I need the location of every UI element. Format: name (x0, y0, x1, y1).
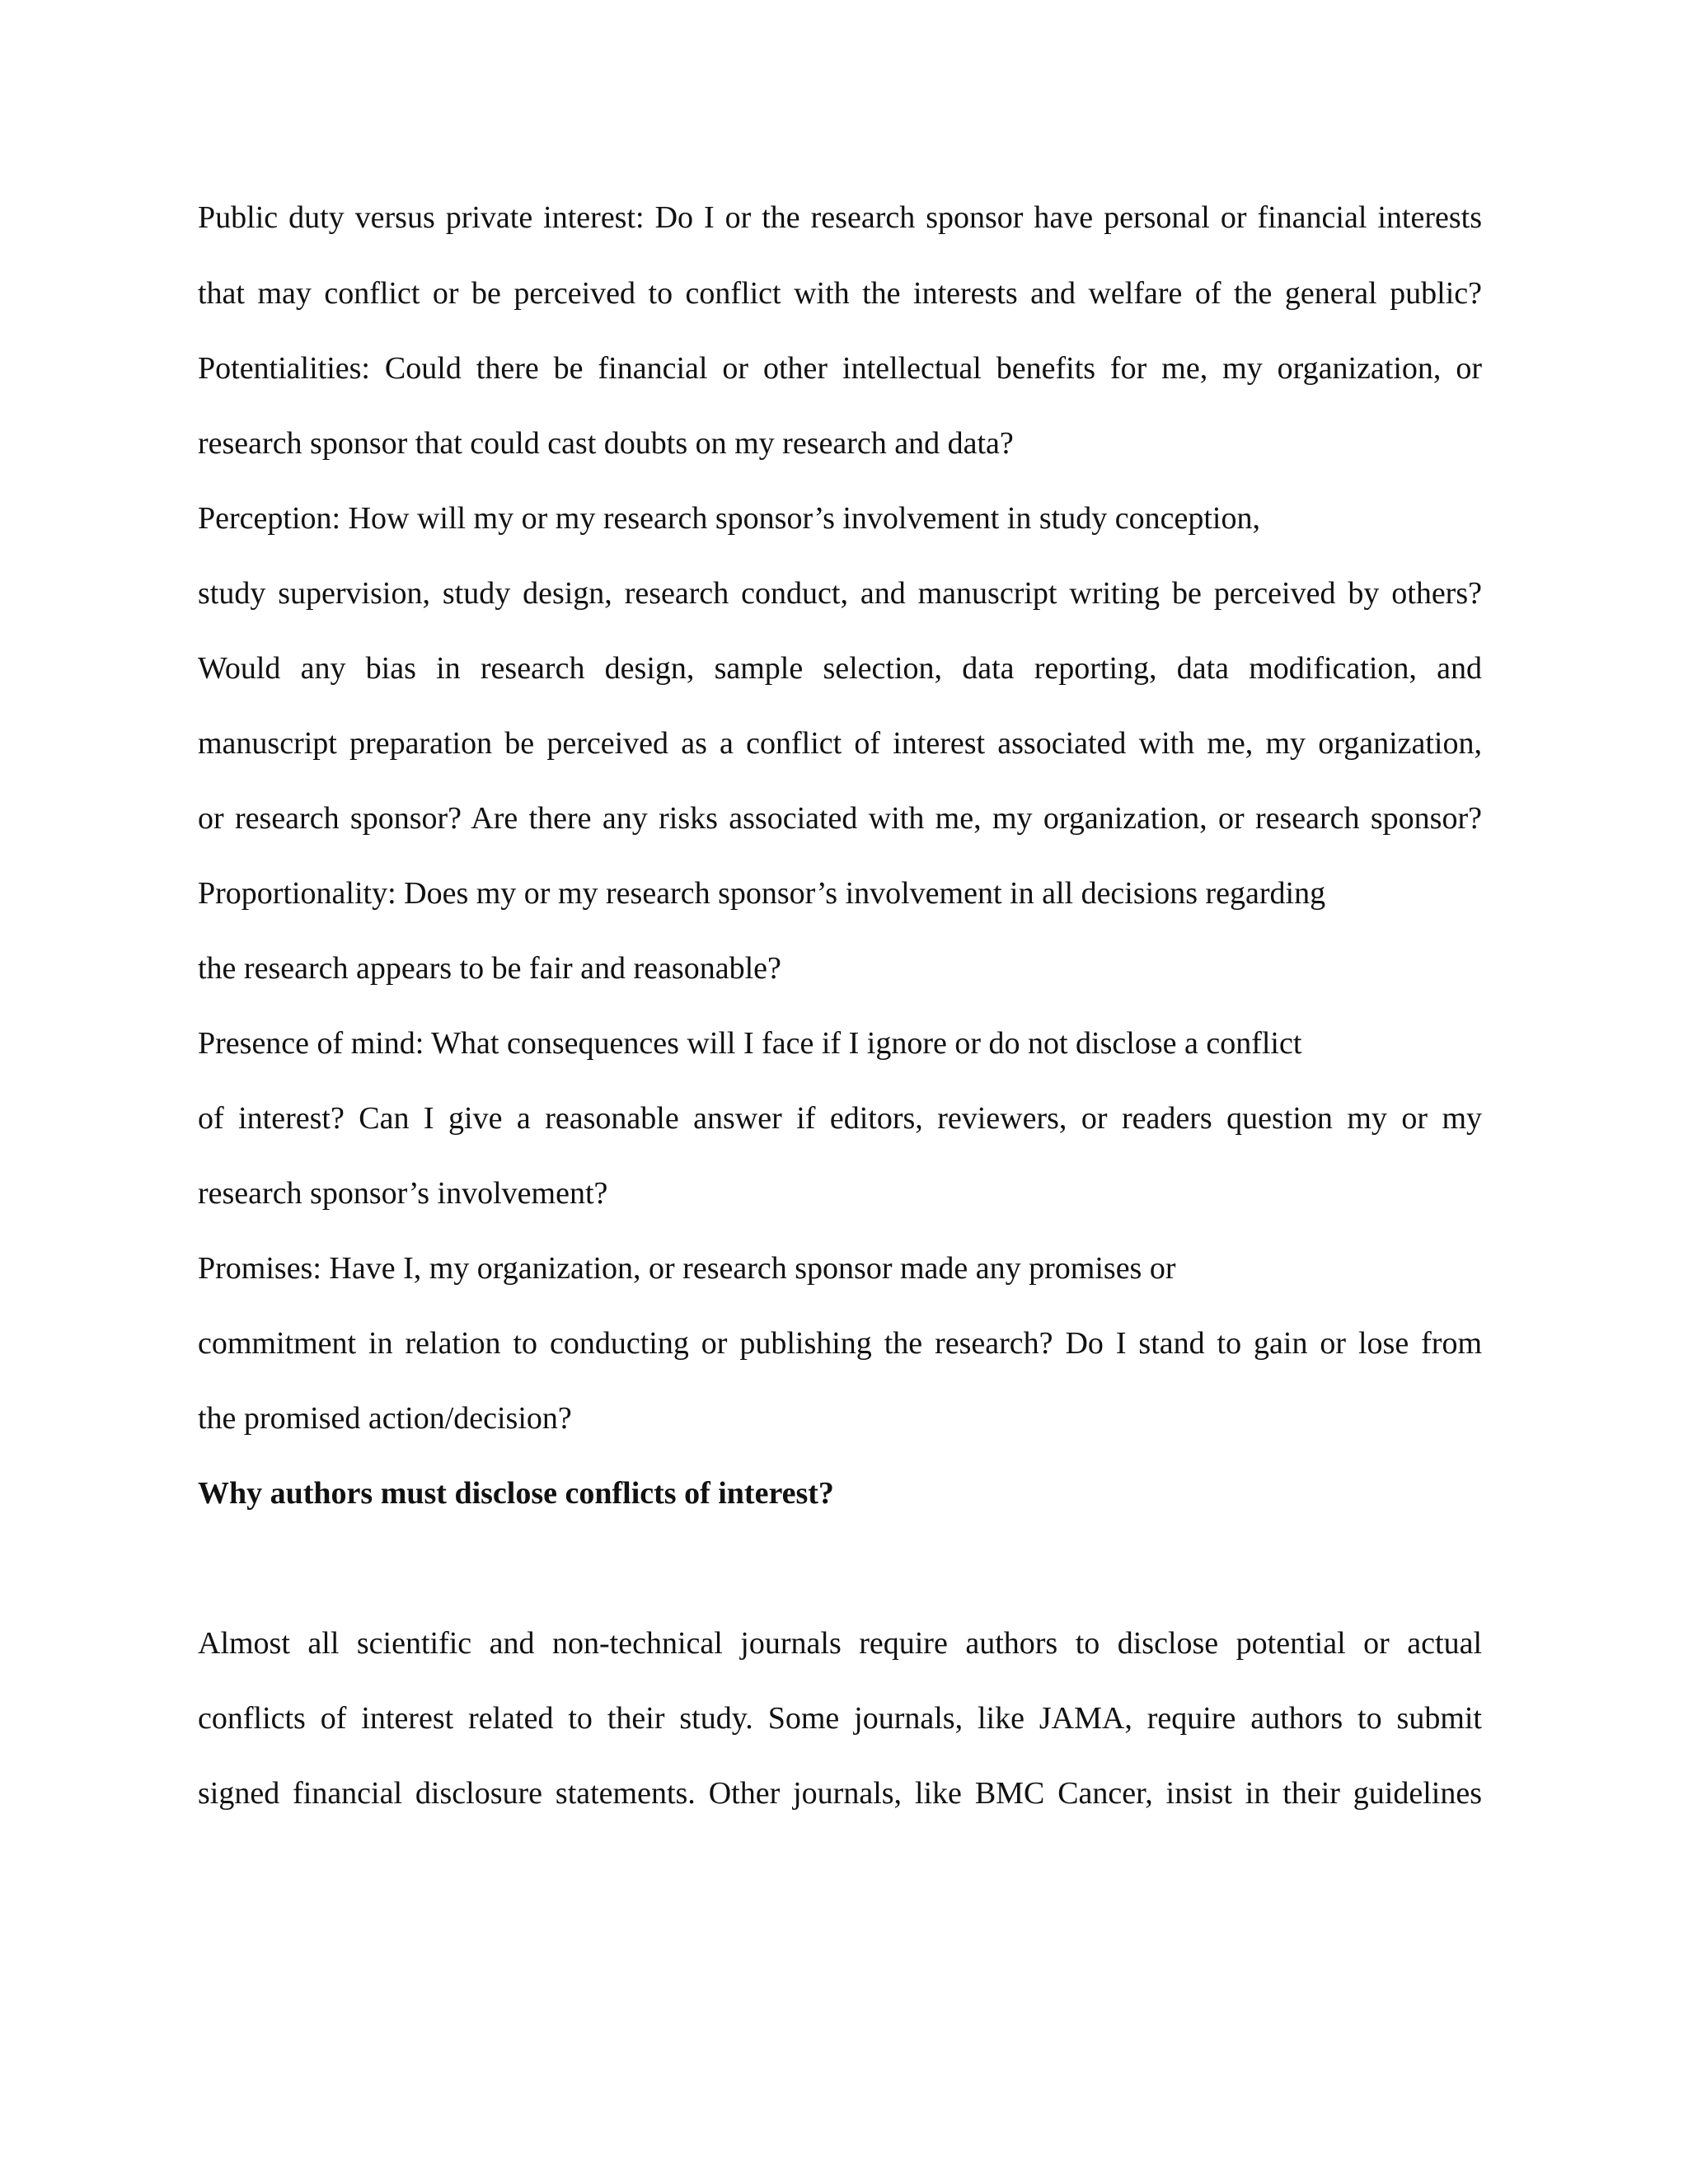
text-line: Proportionality: Does my or my research sponsor’s involvement in all decisions regarding (198, 876, 1326, 911)
section-heading: Why authors must disclose conflicts of interest? (198, 1476, 834, 1511)
text-line: Potentialities: Could there be financial or other intellectual benefits for me, my organization, or (198, 351, 1482, 386)
text-line: research sponsor’s involvement? (198, 1176, 608, 1211)
text-line: the promised action/decision? (198, 1401, 572, 1436)
text-line: Presence of mind: What consequences will I face if I ignore or do not disclose a conflict (198, 1026, 1302, 1061)
text-line: research sponsor that could cast doubts on my research and data? (198, 426, 1014, 461)
text-line: the research appears to be fair and reasonable? (198, 951, 781, 986)
text-line: manuscript preparation be perceived as a conflict of interest associated with me, my organization, (198, 726, 1482, 761)
paragraph-line: conflicts of interest related to their study. Some journals, like JAMA, require authors to submit (198, 1701, 1482, 1736)
text-line: Would any bias in research design, sample selection, data reporting, data modification, and (198, 651, 1482, 686)
text-line: that may conflict or be perceived to conflict with the interests and welfare of the general public? (198, 276, 1482, 311)
paragraph-line: signed financial disclosure statements. Other journals, like BMC Cancer, insist in their guidelines (198, 1776, 1482, 1811)
text-line: Perception: How will my or my research sponsor’s involvement in study conception, (198, 501, 1260, 536)
text-line: Promises: Have I, my organization, or research sponsor made any promises or (198, 1251, 1176, 1286)
text-line: Public duty versus private interest: Do I or the research sponsor have personal or financial interests (198, 200, 1482, 235)
text-line: or research sponsor? Are there any risks associated with me, my organization, or research sponsor? (198, 801, 1482, 836)
text-line: commitment in relation to conducting or publishing the research? Do I stand to gain or lose from (198, 1326, 1482, 1361)
text-line: study supervision, study design, research conduct, and manuscript writing be perceived by others? (198, 576, 1482, 611)
paragraph-line: Almost all scientific and non-technical journals require authors to disclose potential or actual (198, 1626, 1482, 1661)
text-line: of interest? Can I give a reasonable answer if editors, reviewers, or readers question my or my (198, 1101, 1482, 1136)
